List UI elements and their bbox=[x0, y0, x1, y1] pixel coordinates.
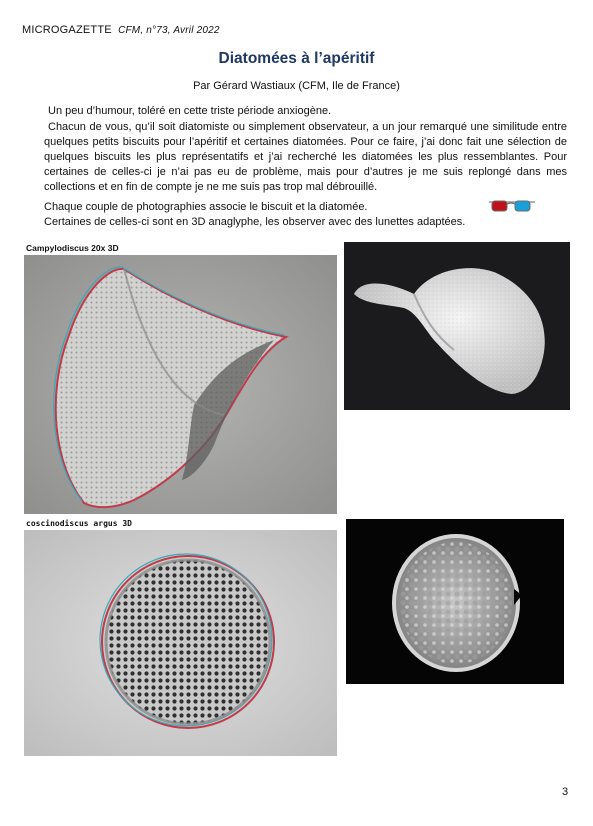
intro-paragraph: Un peu d’humour, toléré en cette triste période anxiogène. bbox=[48, 105, 332, 117]
pairing-paragraph: Chaque couple de photographies associe le biscuit et la diatomée. bbox=[44, 201, 368, 213]
issue-info: CFM, n°73, Avril 2022 bbox=[118, 25, 220, 36]
page-header bbox=[22, 24, 220, 36]
publication-name: MICROGAZETTE bbox=[22, 24, 112, 36]
article-title: Diatomées à l’apéritif bbox=[218, 50, 375, 67]
page-number: 3 bbox=[562, 786, 569, 798]
campylodiscus-diatom-photo bbox=[24, 255, 337, 514]
caption-campylodiscus: Campylodiscus 20x 3D bbox=[26, 243, 119, 253]
biscuit-round-photo bbox=[346, 519, 564, 684]
body-paragraph: Chacun de vous, qu’il soit diatomiste ou simplement observateur, a un jour remarqué une similitude entre quelques petits biscuits pour l’apéritif et certaines diatomées. Pour ce faire, j’ai donc fait une sélection de quelques biscuits les plus représentatifs et j’ai recherché les diatomées les plus ressemblantes. Pour certaines de celles-ci je n’ai pas eu de problème, mais pour d’autres je me suis replongé dans mes collections et en fin de compte je ne me suis pas trop mal débrouillé. bbox=[44, 121, 567, 193]
anaglyph-paragraph: Certaines de celles-ci sont en 3D anaglyphe, les observer avec des lunettes adaptées. bbox=[44, 216, 466, 228]
biscuit-chip-photo bbox=[344, 242, 570, 410]
3d-glasses-icon bbox=[488, 197, 536, 213]
caption-coscinodiscus: coscinodiscus argus 3D bbox=[26, 519, 132, 528]
article-author: Par Gérard Wastiaux (CFM, Ile de France) bbox=[193, 80, 400, 92]
coscinodiscus-diatom-photo bbox=[24, 530, 337, 756]
